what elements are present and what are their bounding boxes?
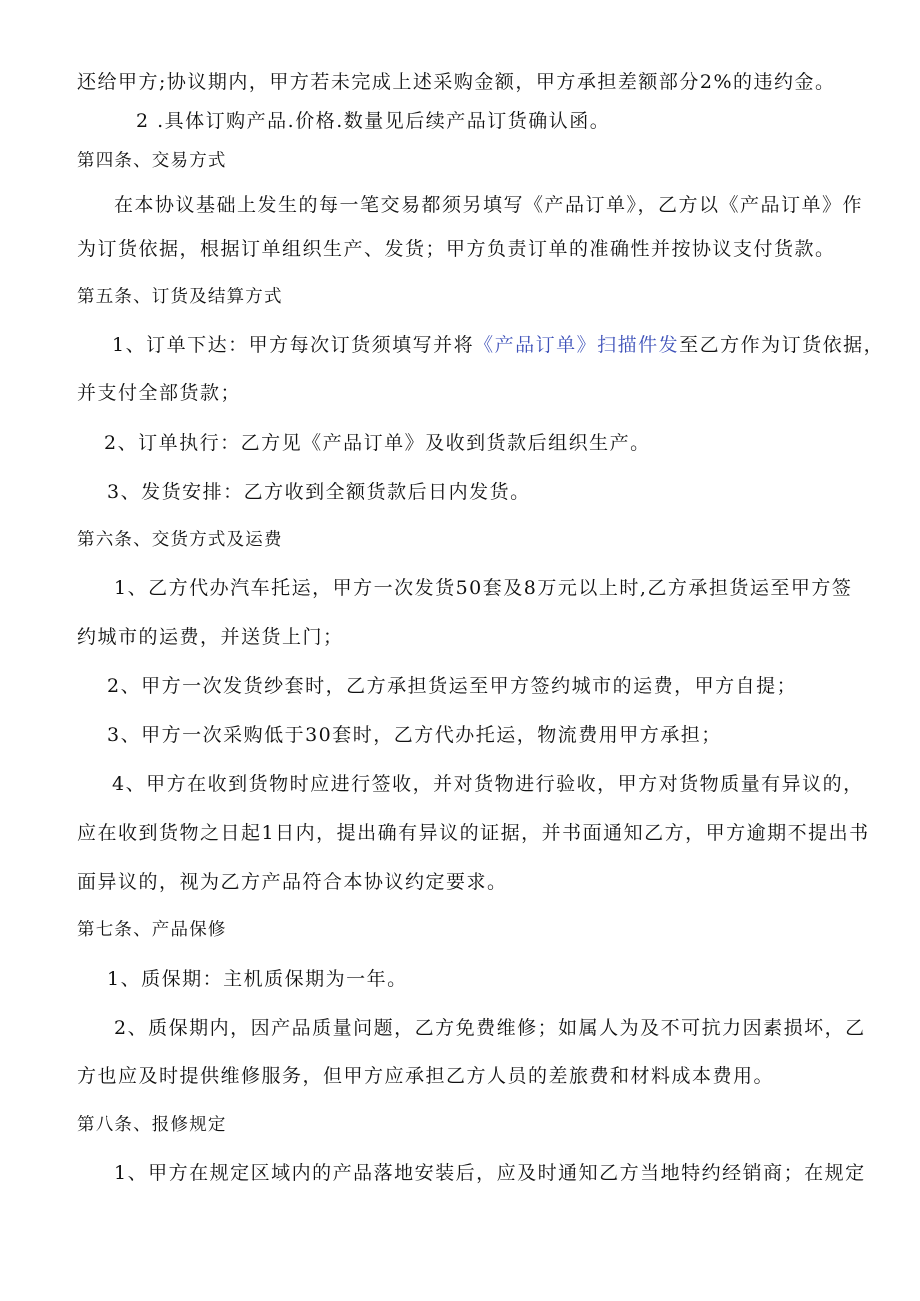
text-line-14: 应在收到货物之日起1日内，提出确有异议的证据，并书面通知乙方，甲方逾期不提出书	[77, 822, 870, 844]
text-line-10: 约城市的运费，并送货上门；	[77, 626, 344, 648]
text-line-7: 2、订单执行：乙方见《产品订单》及收到货款后组织生产。	[104, 432, 651, 454]
text-line-8: 3、发货安排：乙方收到全额货款后日内发货。	[107, 481, 531, 503]
text-line-1: 还给甲方;协议期内，甲方若未完成上述采购金额，甲方承担差额部分2%的违约金。	[77, 71, 836, 93]
text-line-12: 3、甲方一次采购低于30套时，乙方代办托运，物流费用甲方承担；	[107, 724, 722, 746]
text-line-19: 1、甲方在规定区域内的产品落地安装后，应及时通知乙方当地特约经销商；在规定	[114, 1162, 866, 1184]
text-line-18: 方也应及时提供维修服务，但甲方应承担乙方人员的差旅费和材料成本费用。	[77, 1065, 775, 1087]
text-line-9: 1、乙方代办汽车托运，甲方一次发货50套及8万元以上时,乙方承担货运至甲方签	[114, 577, 853, 599]
order-issue-text: 1、订单下达：甲方每次订货须填写并将	[112, 334, 475, 356]
text-line-3: 在本协议基础上发生的每一笔交易都须另填写《产品订单》，乙方以《产品订单》作	[114, 194, 864, 216]
heading-article-7: 第七条、产品保修	[77, 920, 227, 940]
text-line-2: 2 .具体订购产品.价格.数量见后续产品订货确认函。	[136, 110, 611, 132]
text-line-13: 4、甲方在收到货物时应进行签收，并对货物进行验收，甲方对货物质量有异议的，	[112, 773, 864, 795]
heading-article-4: 第四条、交易方式	[77, 151, 227, 171]
order-issue-text-end: 至乙方作为订货依据，	[679, 334, 885, 356]
heading-article-6: 第六条、交货方式及运费	[77, 530, 283, 550]
text-line-15: 面异议的，视为乙方产品符合本协议约定要求。	[77, 871, 508, 893]
text-line-11: 2、甲方一次发货纱套时，乙方承担货运至甲方签约城市的运费，甲方自提；	[107, 675, 798, 697]
heading-article-8: 第八条、报修规定	[77, 1115, 227, 1135]
text-line-4: 为订货依据，根据订单组织生产、发货；甲方负责订单的准确性并按协议支付货款。	[77, 238, 836, 260]
text-line-17: 2、质保期内，因产品质量问题，乙方免费维修；如属人为及不可抗力因素损坏，乙	[114, 1017, 866, 1039]
text-line-5	[112, 333, 884, 357]
text-line-6: 并支付全部货款；	[77, 382, 242, 404]
order-scan-highlight: 《产品订单》扫描件发	[474, 334, 680, 356]
heading-article-5: 第五条、订货及结算方式	[77, 287, 283, 307]
text-line-16: 1、质保期：主机质保期为一年。	[107, 968, 408, 990]
